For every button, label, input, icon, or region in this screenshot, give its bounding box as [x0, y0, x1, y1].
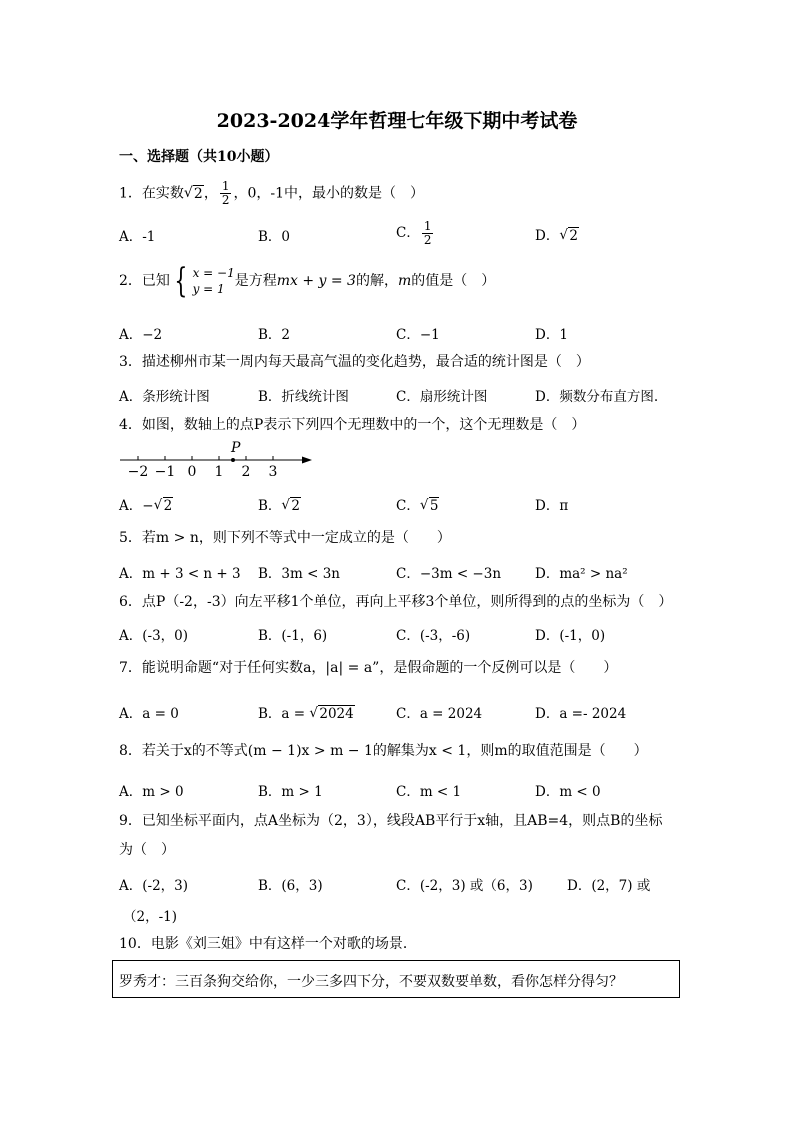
q4-option-a[interactable]: A．−√ 2: [119, 494, 173, 514]
question-10: 10．电影《刘三姐》中有这样一个对歌的场景．: [119, 936, 417, 952]
arrow-right-icon: [302, 457, 312, 464]
tick-label: −2: [127, 464, 149, 478]
q8-option-b[interactable]: B．m > 1: [258, 784, 323, 800]
question-9-line-1: 9．已知坐标平面内，点A坐标为（2，3），线段AB平行于x轴，且AB=4，则点B的坐标: [119, 813, 663, 829]
q1-stem-post: ，0，-1中，最小的数是（ ）: [233, 185, 425, 202]
tick-label: 1: [214, 464, 224, 478]
q7-option-b[interactable]: B．a = √ 2024: [258, 702, 355, 722]
q3-option-a[interactable]: A．条形统计图: [119, 389, 210, 405]
q3-option-d[interactable]: D．频数分布直方图.: [535, 389, 659, 405]
q6-option-a[interactable]: A．(-3，0): [119, 628, 189, 644]
q4-option-d[interactable]: D．π: [535, 498, 569, 514]
tick-label: −1: [154, 464, 176, 478]
q8-option-a[interactable]: A．m > 0: [119, 784, 184, 800]
question-1: 1．在实数√ 2， $\frac{1}{2}$ ，0，-1中，最小的数是（ ）: [119, 180, 424, 207]
question-2: 2．已知 { x = −1 y = 1 是方程mx + y = 3的解，m的值是（ ）: [119, 261, 496, 301]
q9-option-c[interactable]: C．(-2，3) 或（6，3): [396, 878, 533, 894]
q5-option-a[interactable]: A．m + 3 < n + 3: [119, 566, 241, 582]
point-p-label: P: [231, 440, 241, 456]
tick-label: 2: [241, 464, 251, 478]
q7-option-d[interactable]: D．a =- 2024: [535, 706, 627, 722]
q2-option-d[interactable]: D．1: [535, 327, 568, 343]
q2-option-a[interactable]: A．−2: [119, 327, 163, 343]
q9-option-d-continued: （2，-1): [123, 909, 178, 925]
question-3: 3．描述柳州市某一周内每天最高气温的变化趋势，最合适的统计图是（ ）: [119, 354, 590, 370]
q8-option-d[interactable]: D．m < 0: [535, 784, 601, 800]
question-8: 8．若关于x的不等式(m − 1)x > m − 1的解集为x < 1，则m的取值范围是（ ）: [119, 743, 648, 759]
q9-option-a[interactable]: A．(-2，3): [119, 878, 189, 894]
q7-option-c[interactable]: C．a = 2024: [396, 706, 483, 722]
q9-option-d[interactable]: D．(2，7) 或: [567, 878, 651, 894]
q4-option-c[interactable]: C．√ 5: [396, 494, 439, 514]
q1-option-d[interactable]: D．√ 2: [535, 224, 579, 244]
q5-option-d[interactable]: D．ma² > na²: [535, 566, 628, 582]
section-heading: 一、选择题（共10小题）: [119, 149, 279, 165]
question-4: 4．如图，数轴上的点P表示下列四个无理数中的一个，这个无理数是（ ）: [119, 417, 586, 433]
tick-label: 3: [268, 464, 278, 478]
q5-option-c[interactable]: C．−3m < −3n: [396, 566, 502, 582]
q1-option-b[interactable]: B．0: [258, 229, 291, 245]
question-9-line-2: 为（ ）: [119, 842, 175, 858]
fraction-half: $\frac{1}{2}$: [221, 179, 230, 207]
q1-option-c[interactable]: C． $\frac{1}{2}$: [396, 219, 432, 247]
tick-label: 0: [187, 464, 197, 478]
number-line: [118, 438, 318, 478]
question-6: 6．点P（-2，-3）向左平移1个单位，再向上平移3个单位，则所得到的点的坐标为（ ）: [119, 594, 673, 610]
q1-stem-pre: 1．在实数: [119, 185, 184, 202]
q2-option-b[interactable]: B．2: [258, 327, 291, 343]
q3-option-b[interactable]: B．折线统计图: [258, 389, 349, 405]
q6-option-c[interactable]: C．(-3，-6): [396, 628, 471, 644]
question-7: 7．能说明命题“对于任何实数a，|a| = a”，是假命题的一个反例可以是（ ）: [119, 660, 618, 676]
q3-option-c[interactable]: C．扇形统计图: [396, 389, 488, 405]
q7-option-a[interactable]: A．a = 0: [119, 706, 179, 722]
q9-option-b[interactable]: B．(6，3): [258, 878, 323, 894]
equation-system: { x = −1 y = 1: [174, 261, 235, 301]
point-p: [231, 458, 235, 462]
q4-option-b[interactable]: B．√ 2: [258, 494, 301, 514]
q6-option-b[interactable]: B．(-1，6): [258, 628, 328, 644]
sqrt-2: √ 2: [184, 184, 204, 204]
q8-option-c[interactable]: C．m < 1: [396, 784, 462, 800]
q2-option-c[interactable]: C．−1: [396, 327, 440, 343]
page-title: 2023-2024学年哲理七年级下期中考试卷: [216, 110, 578, 132]
dialogue-box: [112, 960, 680, 998]
dialogue-text: 罗秀才：三百条狗交给你，一少三多四下分，不要双数要单数，看你怎样分得匀？: [119, 974, 623, 990]
q5-option-b[interactable]: B．3m < 3n: [258, 566, 340, 582]
question-5: 5．若m > n，则下列不等式中一定成立的是（ ）: [119, 530, 451, 546]
q6-option-d[interactable]: D．(-1，0): [535, 628, 606, 644]
q1-option-a[interactable]: A．-1: [119, 229, 156, 245]
